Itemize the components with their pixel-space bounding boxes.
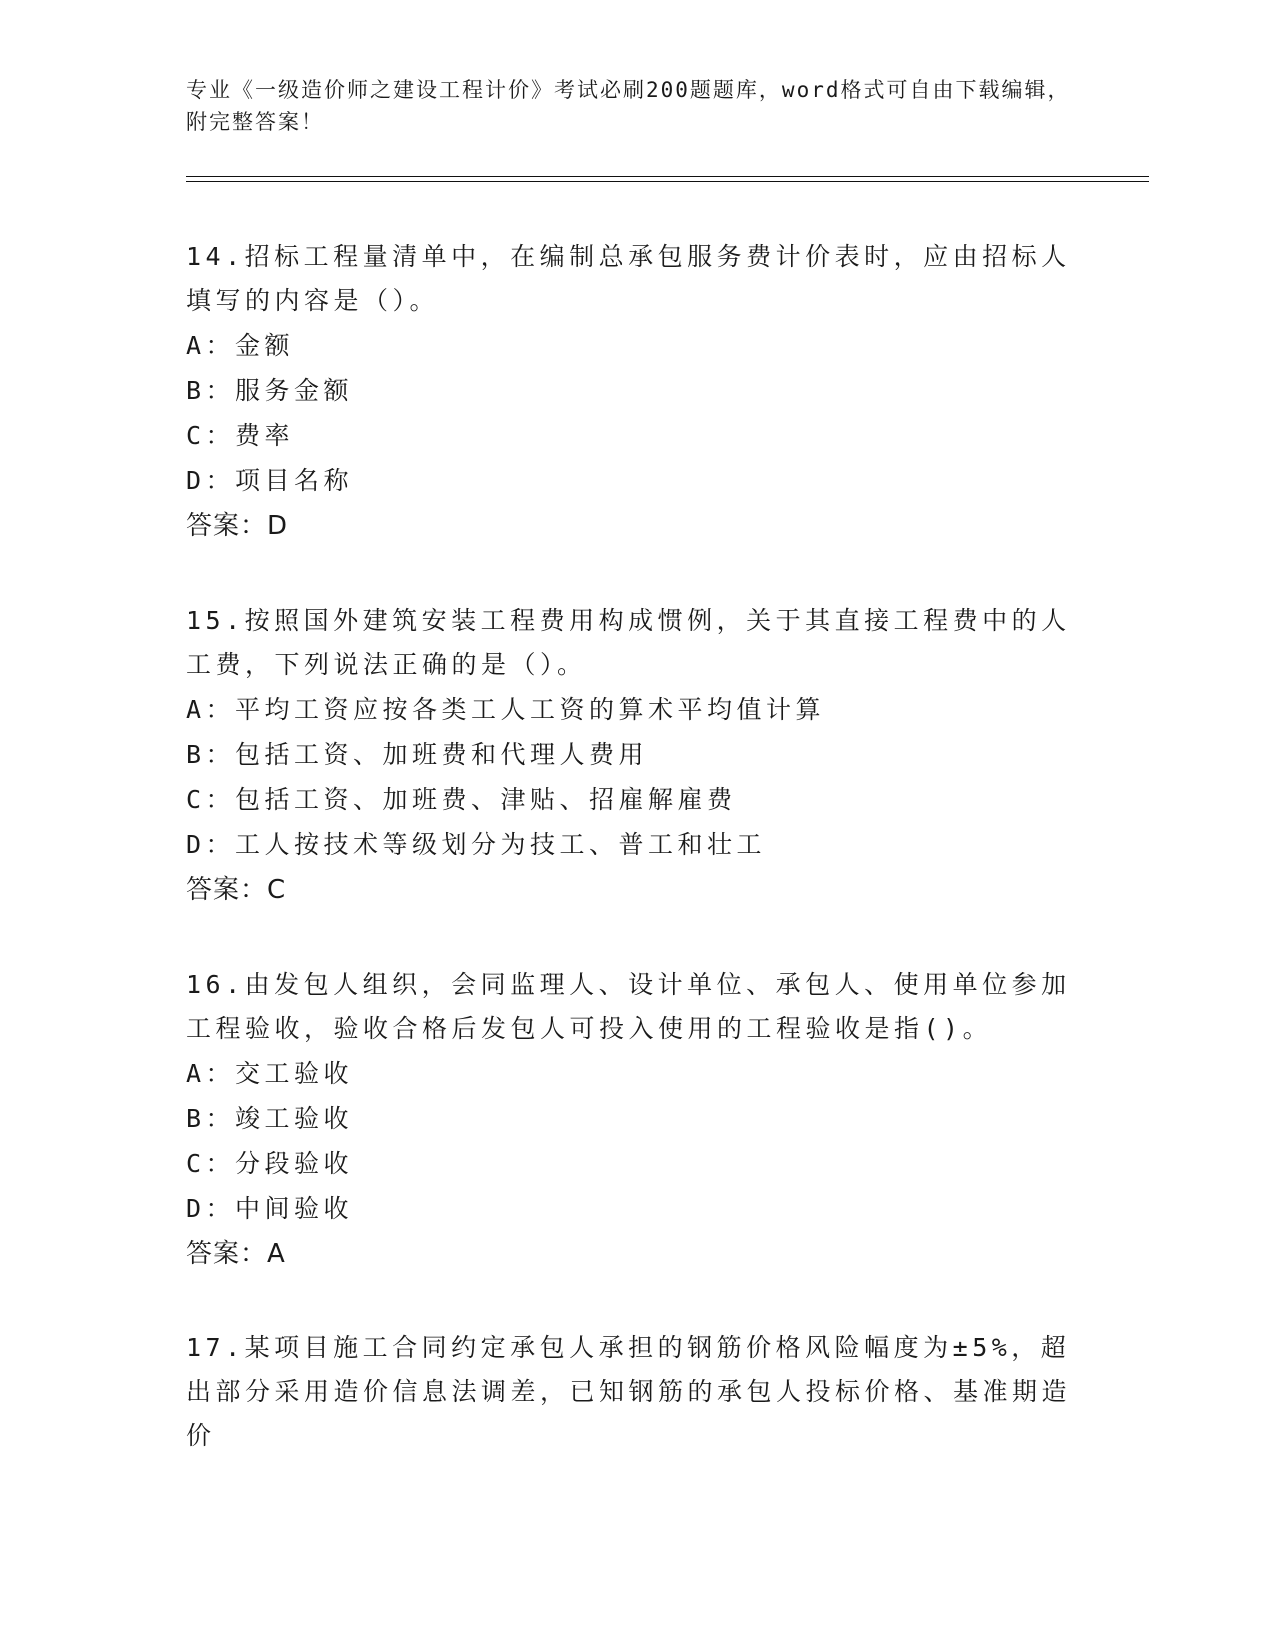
question-17 (186, 1326, 1086, 1458)
option-d: D：工人按技术等级划分为技工、普工和壮工 (186, 830, 767, 859)
option-d: D：中间验收 (186, 1194, 354, 1223)
option-a: A：交工验收 (186, 1059, 354, 1088)
question-14 (186, 235, 1086, 549)
answer-label: 答案：C (186, 875, 287, 905)
option-b: B：竣工验收 (186, 1104, 354, 1133)
option-a: A：平均工资应按各类工人工资的算术平均值计算 (186, 695, 826, 724)
document-header: 专业《一级造价师之建设工程计价》考试必刷200题题库，word格式可自由下载编辑，附完整答案！ (186, 78, 1071, 134)
header-divider-secondary (186, 181, 1149, 182)
option-b: B：服务金额 (186, 376, 354, 405)
option-b: B：包括工资、加班费和代理人费用 (186, 740, 649, 769)
option-c: C：包括工资、加班费、津贴、招雇解雇费 (186, 785, 737, 814)
question-stem: 17.某项目施工合同约定承包人承担的钢筋价格风险幅度为±5%，超出部分采用造价信息法调差，已知钢筋的承包人投标价格、基准期造价 (186, 1333, 1072, 1450)
option-c: C：费率 (186, 421, 295, 450)
question-stem: 16.由发包人组织，会同监理人、设计单位、承包人、使用单位参加工程验收，验收合格后发包人可投入使用的工程验收是指()。 (186, 970, 1071, 1043)
question-stem: 14.招标工程量清单中，在编制总承包服务费计价表时，应由招标人填写的内容是（）。 (186, 242, 1071, 315)
option-c: C：分段验收 (186, 1149, 354, 1178)
answer-label: 答案：A (186, 1239, 286, 1269)
option-a: A：金额 (186, 331, 295, 360)
answer-label: 答案：D (186, 511, 289, 541)
question-15 (186, 599, 1086, 913)
option-d: D：项目名称 (186, 466, 354, 495)
header-divider (186, 176, 1149, 177)
question-16 (186, 963, 1086, 1277)
question-stem: 15.按照国外建筑安装工程费用构成惯例，关于其直接工程费中的人工费，下列说法正确的是（）。 (186, 606, 1071, 679)
